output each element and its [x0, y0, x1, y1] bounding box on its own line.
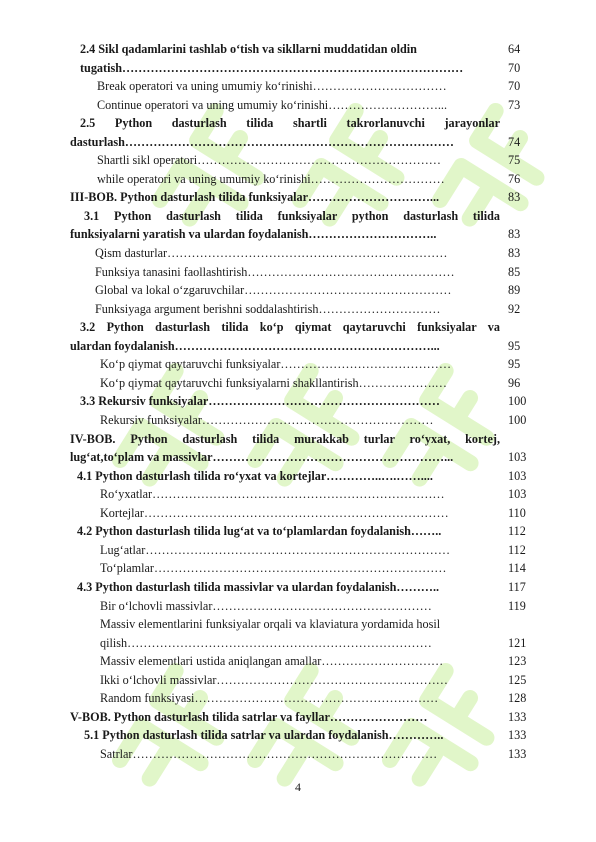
toc-entry-text: Toʻplamlar………………………………………………………………: [100, 561, 447, 576]
toc-entry-text: 3.1 Python dasturlash tilida funksiyalar python dasturlash tilida: [84, 208, 500, 223]
toc-entry[interactable]: [70, 114, 528, 151]
toc-page-number: 74: [508, 134, 521, 149]
toc-entry[interactable]: [70, 485, 528, 504]
toc-entry-text: funksiyalarni yaratish va ulardan foydalanish…………………………..: [70, 227, 437, 242]
toc-page-number: 70: [508, 79, 521, 94]
toc-entry-text: Qism dasturlar……………………………………………………………: [95, 246, 448, 261]
toc-entry[interactable]: [70, 96, 528, 115]
toc-page-number: 95: [508, 357, 521, 372]
toc-entry-text: III-BOB. Python dasturlash tilida funksiyalar…………………………...: [70, 190, 440, 205]
toc-page-number: 83: [508, 227, 521, 242]
toc-page-number: 103: [508, 450, 527, 465]
toc-entry-text: 5.1 Python dasturlash tilida satrlar va ulardan foydalanish…………..: [84, 728, 444, 743]
toc-page-number: 121: [508, 635, 527, 650]
toc-page-number: 133: [508, 709, 527, 724]
toc-entry-text: while operatori va uning umumiy koʻrinishi……………………………: [97, 171, 445, 186]
toc-entry[interactable]: [70, 170, 528, 189]
toc-entry[interactable]: [70, 411, 528, 430]
page-number: 4: [295, 780, 301, 794]
toc-page-number: 119: [508, 598, 526, 613]
toc-entry-text: Global va lokal oʻzgaruvchilar……………………………………………: [95, 283, 452, 298]
toc-entry-text: Roʻyxatlar………………………………………………………………: [100, 487, 445, 502]
toc-entry[interactable]: [70, 504, 528, 523]
toc-entry[interactable]: [70, 151, 528, 170]
toc-page-number: 75: [508, 153, 521, 168]
toc-page-number: 76: [508, 171, 521, 186]
toc-entry-text: Break operatori va uning umumiy koʻrinishi……………………………: [97, 79, 447, 94]
toc-entry[interactable]: [70, 77, 528, 96]
toc-entry[interactable]: [70, 374, 528, 393]
toc-entry[interactable]: [70, 467, 528, 486]
toc-entry[interactable]: [70, 652, 528, 671]
toc-page-number: 85: [508, 264, 521, 279]
toc-page-number: 103: [508, 468, 527, 483]
toc-entry-text: 4.1 Python dasturlash tilida roʻyxat va kortejlar…………..….……....: [77, 468, 433, 483]
toc-entry-text: Continue operatori va uning umumiy koʻrinishi………………………...: [97, 97, 448, 112]
toc-page-number: 110: [508, 505, 526, 520]
toc-entry[interactable]: [70, 689, 528, 708]
toc-entry[interactable]: [70, 40, 528, 77]
toc-page-number: 73: [508, 97, 521, 112]
toc-page-number: 100: [508, 394, 527, 409]
toc-entry[interactable]: [70, 578, 528, 597]
toc-page-number: 128: [508, 691, 527, 706]
toc-entry[interactable]: [70, 244, 528, 263]
toc-entry[interactable]: [70, 671, 528, 690]
toc-entry-text: qilish…………………………………………………………………: [100, 635, 432, 650]
toc-page-number: 83: [508, 246, 521, 261]
toc-entry[interactable]: [70, 745, 528, 764]
toc-entry[interactable]: [70, 392, 528, 411]
toc-entry-text: Ikki oʻlchovli massivlar…………………………………………………: [100, 672, 448, 687]
toc-entry-text: 3.3 Rekursiv funksiyalar…………………………………………………: [80, 394, 440, 409]
toc-entry[interactable]: [70, 430, 528, 467]
toc-entry[interactable]: [70, 726, 528, 745]
toc-entry-text: lugʻat,toʻplam va massivlar…………………………………………………...: [70, 450, 454, 465]
toc-entry-text: Bir oʻlchovli massivlar………………………………………………: [100, 598, 432, 613]
toc-entry[interactable]: [70, 541, 528, 560]
toc-entry[interactable]: [70, 300, 528, 319]
toc-entry-text: Massiv elementlarini funksiyalar orqali va klaviatura yordamida hosil: [100, 617, 441, 632]
toc-page-number: 70: [508, 60, 521, 75]
toc-entry[interactable]: [70, 615, 528, 652]
toc-page-number: 112: [508, 524, 526, 539]
toc-page-number: 133: [508, 728, 527, 743]
toc-entry[interactable]: [70, 522, 528, 541]
toc-entry-text: Random funksiyasi……………………………………………………: [100, 691, 439, 706]
toc-page-number: 92: [508, 301, 521, 316]
toc-entry[interactable]: [70, 263, 528, 282]
toc-entry[interactable]: [70, 281, 528, 300]
toc-page-number: 133: [508, 746, 527, 761]
toc-entry-text: Koʻp qiymat qaytaruvchi funksiyalarni shakllantirish……………….…: [100, 375, 447, 390]
toc-entry-text: V-BOB. Python dasturlash tilida satrlar va fayllar……………………: [70, 709, 428, 724]
toc-entry-text: Shartli sikl operatori……………………………………………………: [97, 153, 441, 168]
toc-entry-text: 4.3 Python dasturlash tilida massivlar va ulardan foydalanish………..: [77, 579, 440, 594]
toc-entry-text: Kortejlar…………………………………………………………………: [100, 505, 449, 520]
toc-entry-text: 4.2 Python dasturlash tilida lugʻat va toʻplamlardan foydalanish……..: [77, 524, 442, 539]
toc-entry-text: Rekursiv funksiyalar…………………………………………………: [100, 413, 434, 427]
toc-page-number: 83: [508, 190, 521, 205]
toc-page-number: 117: [508, 579, 526, 594]
toc-entry-text: Funksiyaga argument berishni soddalashtirish…………………………: [95, 301, 441, 316]
toc-entry-text: 3.2 Python dasturlash tilida koʻp qiymat qaytaruvchi funksiyalar va: [80, 320, 500, 335]
toc-page-number: 95: [508, 338, 521, 353]
toc-page-number: 114: [508, 561, 526, 576]
toc-page-number: 64: [508, 42, 521, 56]
toc-page-number: 112: [508, 542, 526, 557]
toc-entry[interactable]: [70, 355, 528, 374]
toc-entry-text: Koʻp qiymat qaytaruvchi funksiyalar……………………………………: [100, 357, 452, 372]
toc-page-number: 89: [508, 283, 521, 298]
toc-page-number: 96: [508, 375, 521, 390]
toc-entry-text: tugatish…………………………………………………………………………: [80, 60, 464, 75]
toc-entry-text: 2.5 Python dasturlash tilida shartli takrorlanuvchi jarayonlar: [80, 116, 500, 131]
toc-entry[interactable]: [70, 708, 528, 727]
toc-entry[interactable]: [70, 597, 528, 616]
toc-page-number: 123: [508, 654, 527, 669]
toc-entry[interactable]: [70, 188, 528, 207]
toc-entry-text: Satrlar…………………………………………………………………: [100, 746, 438, 761]
toc-entry-text: ulardan foydalanish………………………………………………………...: [70, 338, 440, 353]
toc-entry-text: IV-BOB. Python dasturlash tilida murakkab turlar roʻyxat, kortej,: [70, 431, 500, 446]
toc-entry-text: 2.4 Sikl qadamlarini tashlab oʻtish va sikllarni muddatidan oldin: [80, 42, 417, 56]
toc-entry-text: dasturlash………………………………………………………………………: [70, 134, 454, 149]
toc-page-number: 125: [508, 672, 527, 687]
toc-entry-text: Massiv elementlari ustida aniqlangan amallar…………………………: [100, 654, 444, 669]
toc-entry[interactable]: [70, 318, 528, 355]
toc-entry[interactable]: [70, 559, 528, 578]
toc-entry[interactable]: [70, 207, 528, 244]
toc-page-number: 103: [508, 487, 527, 502]
toc-entry-text: Lugʻatlar…………………………………………………………………: [100, 542, 451, 557]
toc-page-number: 100: [508, 413, 527, 427]
toc-entry-text: Funksiya tanasini faollashtirish……………………………………………: [95, 264, 455, 279]
